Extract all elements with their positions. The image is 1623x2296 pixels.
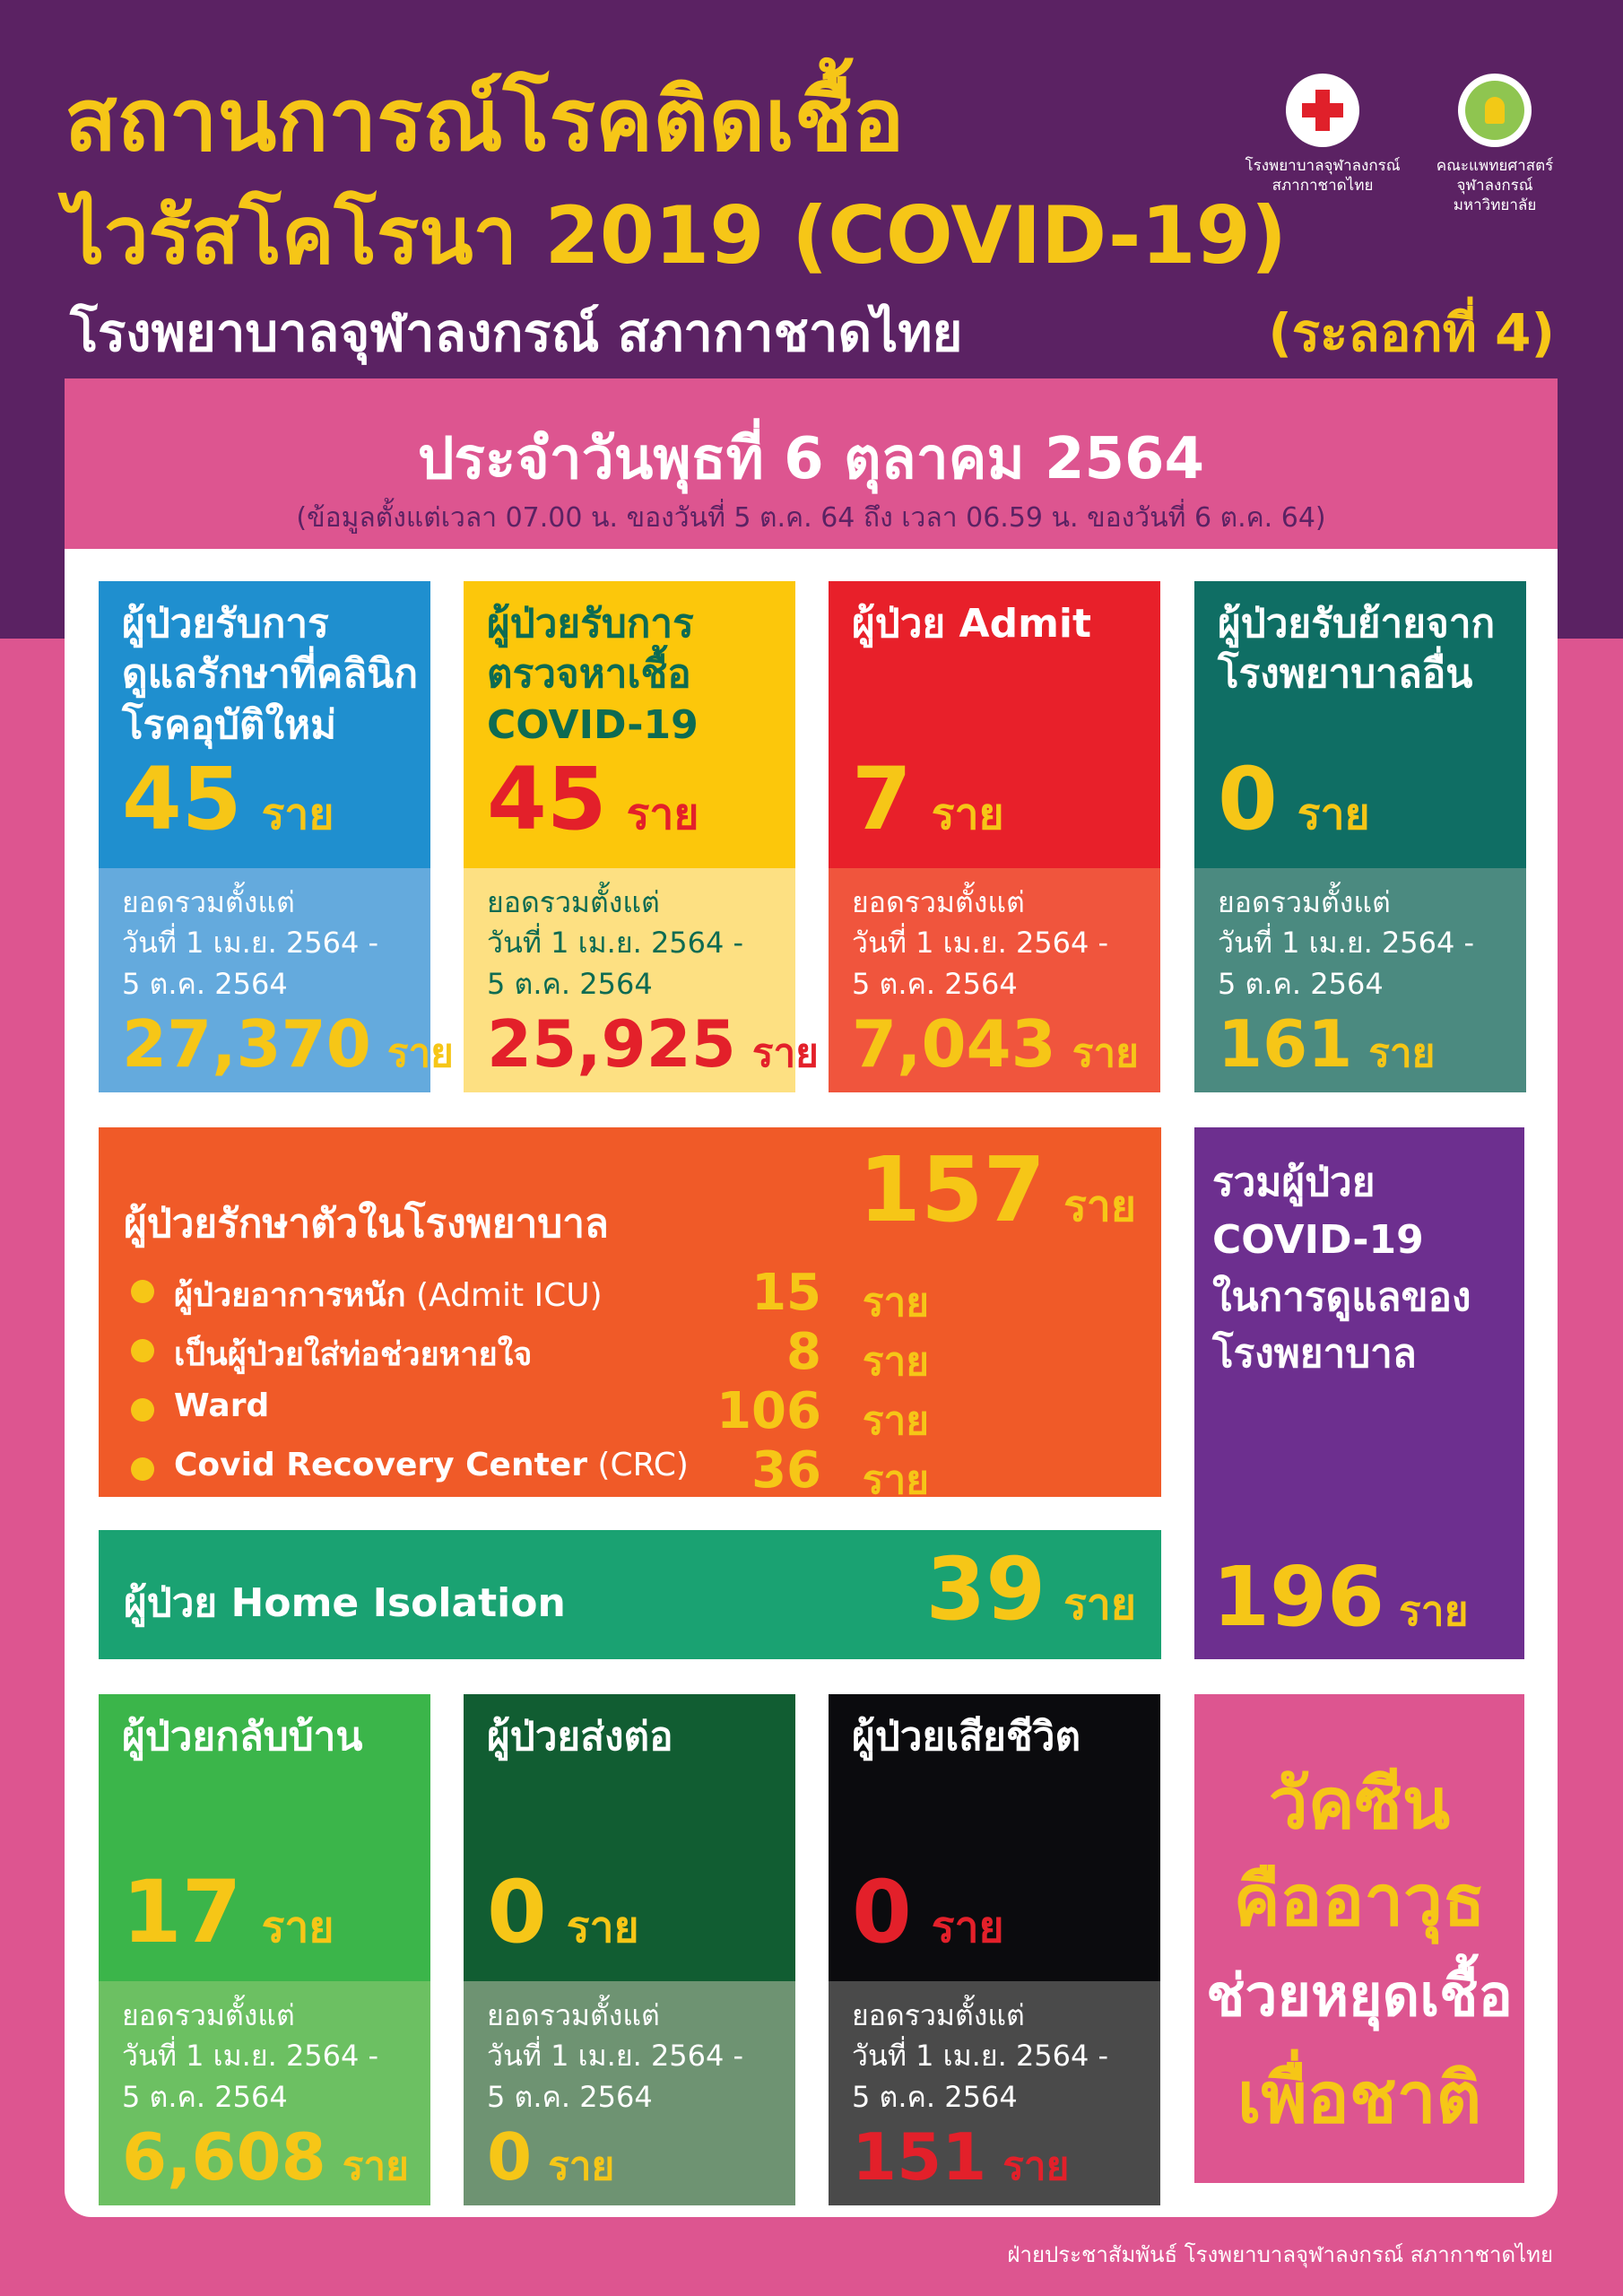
cumulative-label-line: วันที่ 1 เม.ย. 2564 - [1218,926,1475,961]
cumulative-count-value: 25,925 [487,1006,736,1082]
cumulative-label-line: 5 ต.ค. 2564 [122,966,288,1001]
cumulative-label-line: วันที่ 1 เม.ย. 2564 - [852,926,1109,961]
cumulative-count [1218,1006,1436,1082]
today-count-value: 0 [487,1862,547,1962]
report-header [65,378,1558,549]
cumulative-label-line: 5 ต.ค. 2564 [852,966,1018,1001]
unit-label: ราย [1063,1579,1136,1630]
cumulative-label-line: 5 ต.ค. 2564 [852,2079,1018,2114]
stat-card-title-line: ดูแลรักษาที่คลินิก [122,651,418,698]
today-count-value: 17 [122,1862,242,1962]
report-period: (ข้อมูลตั้งแต่เวลา 07.00 น. ของวันที่ 5 ต.ค. 64 ถึง เวลา 06.59 น. ของวันที่ 6 ต.ค. 64) [296,502,1326,534]
hospitalized-item-name: เป็นผู้ป่วยใส่ท่อช่วยหายใจ [174,1336,533,1373]
today-count-value: 45 [487,749,607,849]
hospitalized-item [131,1264,929,1326]
hospitalized-card [99,1127,1161,1503]
stat-card [99,1694,430,2205]
cumulative-label-line: ยอดรวมตั้งแต่ [1218,885,1391,919]
vaccine-line: เพื่อชาติ [1237,2058,1482,2139]
unit-label: ราย [1002,2144,1070,2189]
cumulative-label [122,1996,378,2118]
cumulative-count [122,1006,454,1082]
stat-card-title-line: ผู้ป่วยส่งต่อ [487,1714,673,1760]
red-cross-logo [1242,74,1403,196]
stat-card-top [1194,581,1526,868]
unit-label: ราย [751,1031,819,1076]
hospitalized-item [131,1441,929,1503]
unit-label: ราย [931,789,1004,839]
hospitalized-item-value: 15 [751,1264,821,1322]
hospitalized-item-name: Covid Recovery Center [174,1447,587,1483]
stat-card-cumulative [99,1981,430,2205]
logo-caption-line: โรงพยาบาลจุฬาลงกรณ์ [1245,157,1401,175]
stat-card-top [99,581,430,868]
hospitalized-item-name: Ward [174,1387,270,1424]
unit-label: ราย [566,1902,639,1952]
total-care-title-line: ในการดูแลของ [1212,1274,1471,1320]
cumulative-label-line: 5 ต.ค. 2564 [487,966,653,1001]
stat-card-cumulative [464,868,819,1092]
today-count [852,1862,1004,1962]
cumulative-label-line: ยอดรวมตั้งแต่ [122,885,295,919]
cumulative-label [487,1996,743,2118]
cumulative-count [487,1006,819,1082]
stat-card-top [99,1694,430,1981]
footer-credit: ฝ่ายประชาสัมพันธ์ โรงพยาบาลจุฬาลงกรณ์ สภากาชาดไทย [1007,2242,1553,2267]
vaccine-line: คืออาวุธ [1233,1861,1486,1942]
cumulative-label-line: ยอดรวมตั้งแต่ [122,1998,295,2032]
stat-card [464,1694,795,2205]
stat-card-title-line: ตรวจหาเชื้อ [487,651,691,698]
stat-card-cumulative [464,1981,795,2205]
hospitalized-item-note: (Admit ICU) [405,1277,603,1314]
report-panel [65,378,1558,2217]
unit-label: ราย [862,1457,929,1503]
stat-card-title-line: COVID-19 [487,701,699,748]
logo-caption-line: คณะแพทยศาสตร์ [1436,157,1554,175]
today-count [487,1862,639,1962]
cumulative-label [852,1996,1108,2118]
home-isolation-number: 39 [925,1539,1046,1639]
cumulative-count-value: 161 [1218,1006,1353,1082]
unit-label: ราย [342,2144,409,2189]
faculty-seal-logo [1428,74,1562,215]
home-isolation-title: ผู้ป่วย Home Isolation [124,1580,566,1626]
stat-card-title [1218,599,1495,700]
unit-label: ราย [386,1031,454,1076]
cumulative-count-value: 27,370 [122,1006,371,1082]
total-care-value [1212,1549,1469,1645]
seal-icon [1458,74,1532,147]
hospitalized-item-name: ผู้ป่วยอาการหนัก [174,1277,406,1314]
stat-card-title-line: ผู้ป่วยรับการ [122,601,329,647]
cumulative-label-line: ยอดรวมตั้งแต่ [852,885,1025,919]
stat-card-title-line: ผู้ป่วยรับย้ายจาก [1218,601,1496,647]
today-count [122,1862,334,1962]
unit-label: ราย [862,1339,929,1385]
today-count [1218,749,1370,849]
today-count-value: 45 [122,749,242,849]
stat-card-title [487,1712,673,1762]
stat-card-cumulative [829,868,1160,1092]
cumulative-label-line: วันที่ 1 เม.ย. 2564 - [487,2039,744,2074]
stat-card-top [829,1694,1160,1981]
today-count [122,749,334,849]
unit-label: ราย [261,789,334,839]
bullet-icon [131,1457,154,1481]
stat-card-title-line: ผู้ป่วยกลับบ้าน [122,1714,363,1760]
cumulative-count-value: 6,608 [122,2119,326,2195]
bullet-icon [131,1398,154,1422]
stat-card-title [487,599,699,751]
stat-card-title [852,599,1091,649]
cumulative-count-value: 0 [487,2119,533,2195]
cumulative-count [122,2119,409,2195]
total-care-title-line: โรงพยาบาล [1212,1331,1417,1378]
stat-card [1194,581,1526,1092]
today-count-value: 0 [852,1862,912,1962]
stat-card-top [829,581,1160,868]
cumulative-label-line: ยอดรวมตั้งแต่ [852,1998,1025,2032]
today-count-value: 7 [852,749,912,849]
total-care-card [1194,1127,1524,1659]
hospitalized-title: ผู้ป่วยรักษาตัวในโรงพยาบาล [124,1201,609,1247]
hospitalized-item-label [174,1387,269,1424]
hospitalized-item-value: 106 [716,1382,821,1440]
stat-card-cumulative [829,1981,1160,2205]
stat-card-title-line: ผู้ป่วย Admit [852,601,1092,647]
cumulative-count [852,2119,1070,2195]
unit-label: ราย [1072,1031,1139,1076]
stat-card-top [464,581,795,868]
report-date: ประจำวันพุธที่ 6 ตุลาคม 2564 [417,426,1205,492]
cumulative-label-line: 5 ต.ค. 2564 [487,2079,653,2114]
red-cross-icon [1286,74,1359,147]
cumulative-count-value: 7,043 [852,1006,1056,1082]
cumulative-label [1218,883,1474,1004]
hospitalized-item-label [174,1328,532,1379]
cumulative-label-line: 5 ต.ค. 2564 [1218,966,1384,1001]
cumulative-label [487,883,743,1004]
cumulative-count-value: 151 [852,2119,987,2195]
hospitalized-item [131,1323,929,1385]
unit-label: ราย [626,789,699,839]
today-count [487,749,699,849]
stat-card [829,581,1160,1092]
headline-line-1: สถานการณ์โรคติดเชื้อ [65,70,905,170]
cumulative-count [852,1006,1139,1082]
logo-caption-line: สภากาชาดไทย [1271,177,1374,196]
unit-label: ราย [1063,1181,1136,1231]
home-isolation-value [925,1539,1136,1639]
cumulative-label-line: วันที่ 1 เม.ย. 2564 - [122,2039,379,2074]
cumulative-label-line: 5 ต.ค. 2564 [122,2079,288,2114]
stat-card-cumulative [1194,868,1526,1092]
hospitalized-item-value: 8 [786,1323,821,1381]
unit-label: ราย [1368,1031,1436,1076]
unit-label: ราย [548,2144,615,2189]
stat-card-title-line: โรคอุบัติใหม่ [122,701,337,748]
unit-label: ราย [862,1398,929,1444]
today-count [852,749,1004,849]
unit-label: ราย [1297,789,1370,839]
cumulative-label-line: วันที่ 1 เม.ย. 2564 - [487,926,744,961]
stat-card-title [122,599,418,751]
stat-card-title-line: โรงพยาบาลอื่น [1218,651,1473,698]
stat-card-title [122,1712,362,1762]
hospitalized-total [858,1137,1136,1242]
stat-card-top [464,1694,795,1981]
cumulative-label [122,883,378,1004]
bullet-icon [131,1339,154,1362]
total-care-number: 196 [1212,1549,1385,1645]
total-care-title [1212,1154,1471,1383]
unit-label: ราย [1399,1587,1469,1635]
total-care-title-line: COVID-19 [1212,1216,1424,1263]
hospitalized-total-value: 157 [858,1137,1046,1242]
wave-label: (ระลอกที่ 4) [1268,302,1555,363]
stat-card [99,581,454,1092]
hospitalized-item [131,1382,929,1444]
cumulative-label-line: ยอดรวมตั้งแต่ [487,1998,660,2032]
cumulative-label-line: วันที่ 1 เม.ย. 2564 - [122,926,379,961]
vaccine-message-card [1194,1694,1524,2183]
hospitalized-item-value: 36 [751,1441,821,1500]
home-isolation-card [99,1530,1161,1659]
stat-card-title [852,1712,1081,1762]
cumulative-label [852,883,1108,1004]
headline-line-2: ไวรัสโคโรนา 2019 (COVID-19) [65,189,1288,282]
hospitalized-item-label [174,1447,689,1483]
total-care-title-line: รวมผู้ป่วย [1212,1160,1376,1205]
vaccine-line: วัคซีน [1268,1764,1451,1845]
unit-label: ราย [261,1902,334,1952]
vaccine-line: ช่วยหยุดเชื้อ [1206,1963,1513,2030]
stat-card [829,1694,1160,2205]
unit-label: ราย [931,1902,1004,1952]
cumulative-label-line: วันที่ 1 เม.ย. 2564 - [852,2039,1109,2074]
stat-card-title-line: ผู้ป่วยเสียชีวิต [852,1714,1081,1760]
bullet-icon [131,1280,154,1303]
today-count-value: 0 [1218,749,1278,849]
cumulative-count [487,2119,615,2195]
cumulative-label-line: ยอดรวมตั้งแต่ [487,885,660,919]
stat-card-cumulative [99,868,454,1092]
hospital-subtitle: โรงพยาบาลจุฬาลงกรณ์ สภากาชาดไทย [70,302,963,363]
stat-card [464,581,819,1092]
unit-label: ราย [862,1280,929,1326]
logo-caption-line: จุฬาลงกรณ์มหาวิทยาลัย [1453,177,1537,215]
hospitalized-item-label [174,1269,603,1320]
stat-card-title-line: ผู้ป่วยรับการ [487,601,694,647]
hospitalized-item-note: (CRC) [586,1447,689,1483]
